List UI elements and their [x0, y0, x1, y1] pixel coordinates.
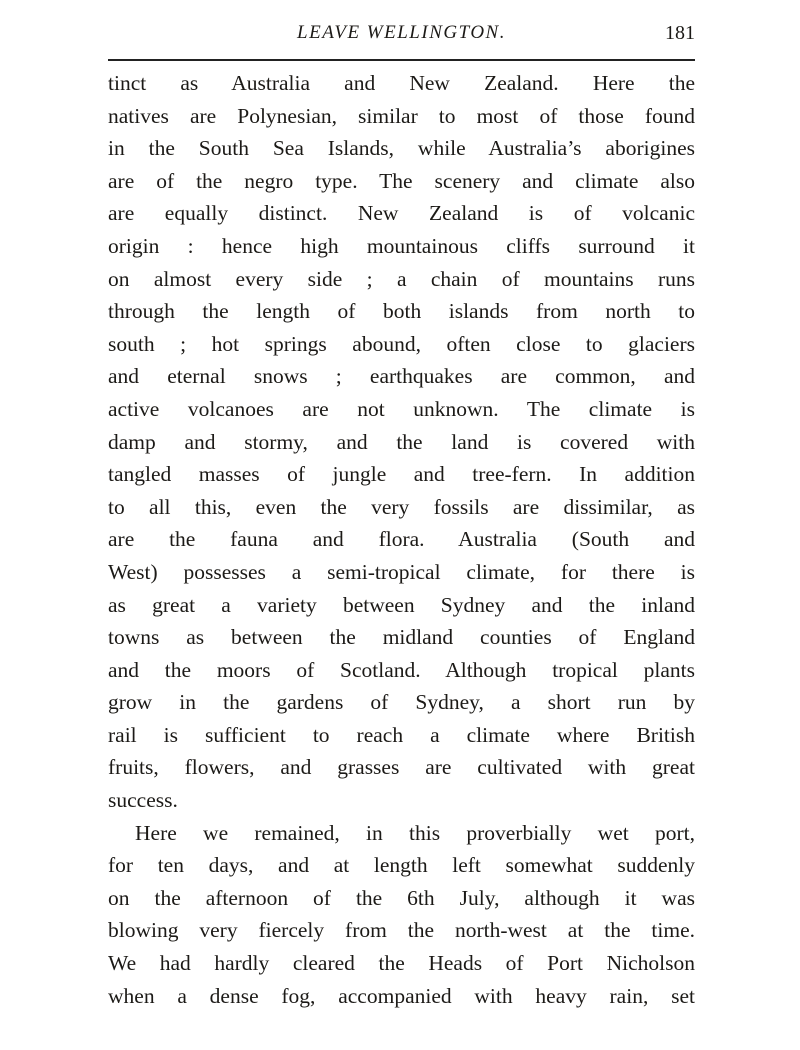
text-line: We had hardly cleared the Heads of Port Nicholson	[108, 951, 695, 976]
text-line: success.	[108, 788, 178, 813]
text-line: origin : hence high mountainous cliffs surround it	[108, 233, 695, 258]
text-line: for ten days, and at length left somewhat suddenly	[108, 853, 695, 878]
text-line: grow in the gardens of Sydney, a short run by	[108, 690, 695, 715]
running-title: LEAVE WELLINGTON.	[297, 22, 506, 43]
text-line: tinct as Australia and New Zealand. Here the	[108, 71, 695, 95]
text-line: are of the negro type. The scenery and climate also	[108, 168, 695, 193]
text-line: on the afternoon of the 6th July, although it was	[108, 885, 695, 910]
text-line: as great a variety between Sydney and the inland	[108, 592, 695, 617]
text-line: natives are Polynesian, similar to most of those found	[108, 103, 695, 128]
text-line: tangled masses of jungle and tree-fern. In addition	[108, 462, 695, 487]
paragraph-1	[108, 67, 695, 817]
text-line: West) possesses a semi-tropical climate, for there is	[108, 559, 695, 584]
text-line: south ; hot springs abound, often close to glaciers	[108, 331, 695, 356]
text-line: are equally distinct. New Zealand is of volcanic	[108, 201, 695, 226]
text-line: and eternal snows ; earthquakes are common, and	[108, 364, 695, 389]
text-line: fruits, flowers, and grasses are cultivated with great	[108, 755, 695, 780]
text-line: in the South Sea Islands, while Australia’s aborigines	[108, 136, 695, 161]
text-line: active volcanoes are not unknown. The climate is	[108, 396, 695, 421]
text-line: and the moors of Scotland. Although tropical plants	[108, 657, 695, 682]
paragraph-2	[108, 817, 695, 1013]
text-line: rail is sufficient to reach a climate where British	[108, 722, 695, 747]
text-line: on almost every side ; a chain of mountains runs	[108, 266, 695, 291]
text-line: to all this, even the very fossils are dissimilar, as	[108, 494, 695, 519]
page-number: 181	[665, 22, 695, 44]
text-line: are the fauna and flora. Australia (South and	[108, 527, 695, 552]
text-line: blowing very fiercely from the north-west at the time.	[108, 918, 695, 943]
header-rule	[108, 59, 695, 61]
text-line: Here we remained, in this proverbially wet port,	[135, 820, 695, 845]
body-text	[108, 67, 695, 1012]
text-line: damp and stormy, and the land is covered with	[108, 429, 695, 454]
text-line: through the length of both islands from north to	[108, 299, 695, 324]
text-line: towns as between the midland counties of England	[108, 625, 695, 650]
running-head	[108, 18, 695, 54]
text-line: when a dense fog, accompanied with heavy rain, set	[108, 983, 695, 1008]
